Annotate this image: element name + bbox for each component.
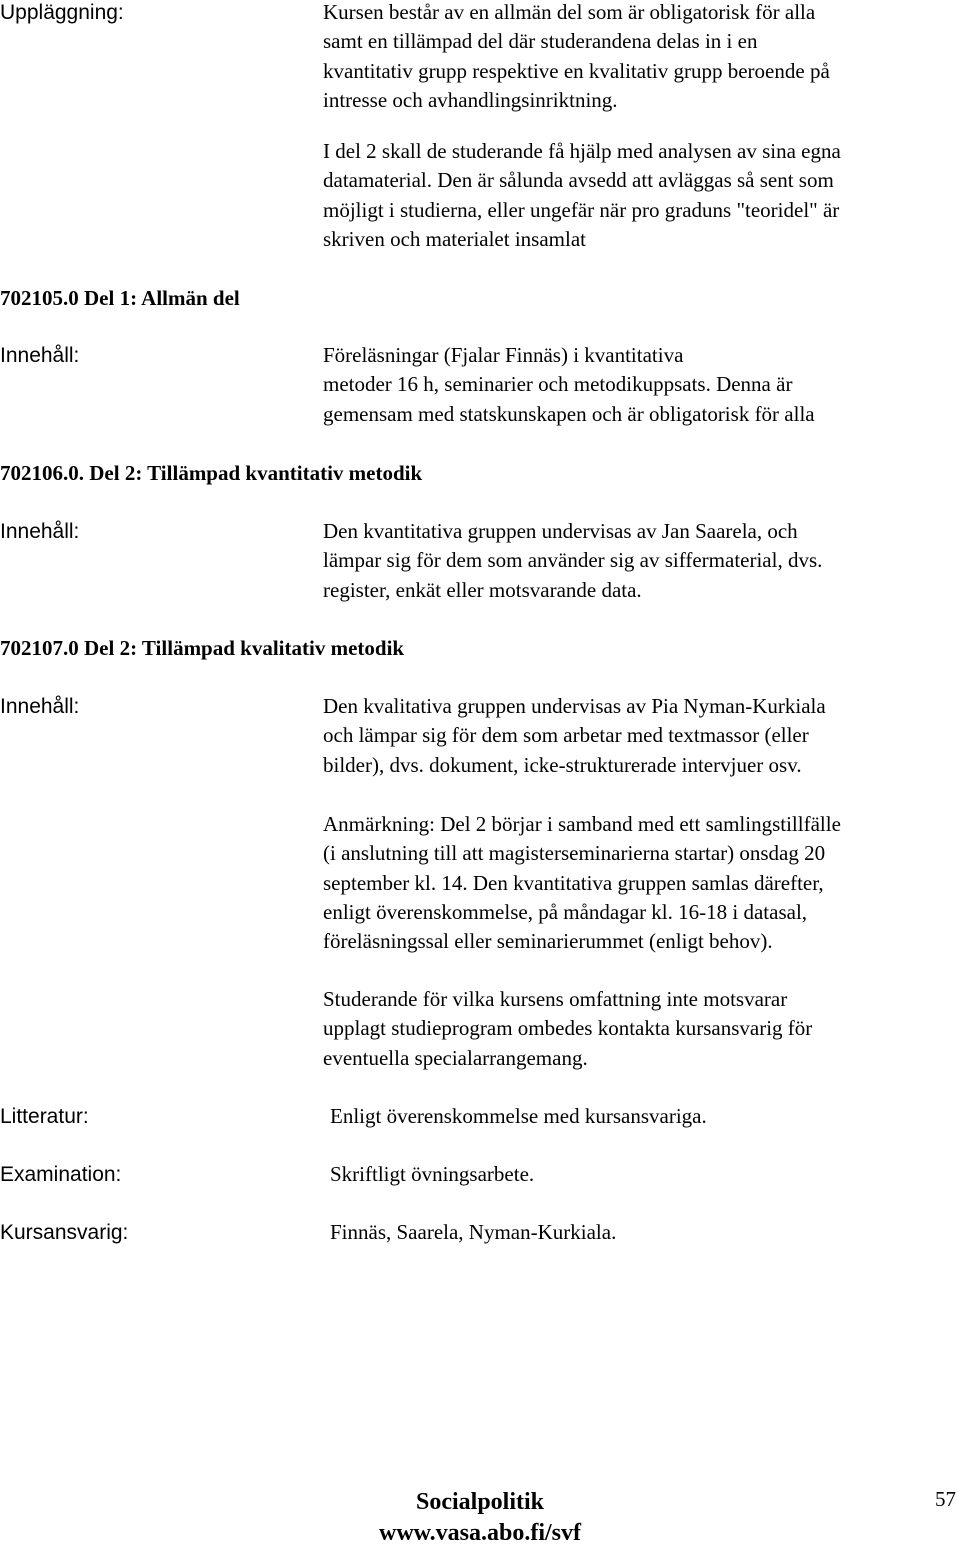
text-line: Föreläsningar (Fjalar Finnäs) i kvantitativa: [323, 343, 684, 367]
innehall-label-del2-kvalitativ: Innehåll:: [0, 695, 80, 718]
section-heading-del2-kvantitativ: 702106.0. Del 2: Tillämpad kvantitativ metodik: [0, 461, 423, 485]
studerande-paragraph: [323, 985, 955, 1073]
text-line: Studerande för vilka kursens omfattning inte motsvarar: [323, 987, 788, 1011]
footer-url: www.vasa.abo.fi/svf: [378, 1520, 582, 1546]
text-line: september kl. 14. Den kvantitativa gruppen samlas därefter,: [323, 870, 824, 895]
text-line: Kursen består av en allmän del som är obligatorisk för alla: [323, 0, 816, 24]
examination-label: Examination:: [0, 1163, 122, 1186]
section-heading-del1: 702105.0 Del 1: Allmän del: [0, 286, 240, 310]
innehall-label-del1: Innehåll:: [0, 344, 80, 367]
text-line: bilder), dvs. dokument, icke-strukturerade intervjuer osv.: [323, 752, 802, 777]
upplaggning-paragraph-2: [323, 137, 955, 254]
text-line: samt en tillämpad del där studerandena delas in i en: [323, 29, 758, 54]
kursansvarig-label: Kursansvarig:: [0, 1221, 129, 1244]
section-heading-del2-kvalitativ: 702107.0 Del 2: Tillämpad kvalitativ metodik: [0, 636, 405, 660]
text-line: Anmärkning: Del 2 börjar i samband med ett samlingstillfälle: [323, 812, 841, 836]
text-line: och lämpar sig för dem som arbetar med textmassor (eller: [323, 723, 809, 748]
text-line: (i anslutning till att magisterseminarierna startar) onsdag 20: [323, 841, 826, 866]
litteratur-label: Litteratur:: [0, 1105, 89, 1128]
text-line: gemensam med statskunskapen och är obligatorisk för alla: [323, 401, 815, 426]
upplaggning-paragraph-1: [323, 0, 955, 115]
text-line: skriven och materialet insamlat: [323, 226, 586, 251]
litteratur-value: Enligt överenskommelse med kursansvariga.: [330, 1104, 707, 1128]
examination-value: Skriftligt övningsarbete.: [330, 1162, 535, 1186]
innehall-del2-kvalitativ-paragraph-1: [323, 692, 955, 780]
innehall-del2-kvantitativ-paragraph: [323, 517, 955, 605]
text-line: register, enkät eller motsvarande data.: [323, 577, 642, 602]
text-line: kvantitativ grupp respektive en kvalitativ grupp beroende på: [323, 58, 830, 83]
text-line: intresse och avhandlingsinriktning.: [323, 87, 618, 112]
text-line: metoder 16 h, seminarier och metodikuppsats. Denna är: [323, 372, 793, 397]
innehall-del1-paragraph: [323, 341, 955, 429]
text-line: Den kvantitativa gruppen undervisas av Jan Saarela, och: [323, 519, 798, 543]
text-line: möjligt i studierna, eller ungefär när pro graduns "teoridel" är: [323, 197, 840, 222]
text-line: upplagt studieprogram ombedes kontakta kursansvarig för: [323, 1016, 813, 1041]
page-number: 57: [935, 1487, 956, 1511]
text-line: I del 2 skall de studerande få hjälp med analysen av sina egna: [323, 139, 841, 163]
text-line: föreläsningssal eller seminarierummet (enligt behov).: [323, 929, 773, 954]
text-line: enligt överenskommelse, på måndagar kl. 16-18 i datasal,: [323, 899, 808, 924]
upplaggning-label: Uppläggning:: [0, 1, 124, 24]
text-line: Den kvalitativa gruppen undervisas av Pia Nyman-Kurkiala: [323, 694, 826, 718]
text-line: eventuella specialarrangemang.: [323, 1045, 588, 1070]
kursansvarig-value: Finnäs, Saarela, Nyman-Kurkiala.: [330, 1220, 617, 1244]
text-line: datamaterial. Den är sålunda avsedd att avläggas så sent som: [323, 168, 834, 193]
text-line: lämpar sig för dem som använder sig av siffermaterial, dvs.: [323, 548, 823, 573]
anmarkning-paragraph: [323, 810, 955, 956]
innehall-label-del2-kvantitativ: Innehåll:: [0, 520, 80, 543]
footer-title: Socialpolitik: [415, 1489, 545, 1515]
